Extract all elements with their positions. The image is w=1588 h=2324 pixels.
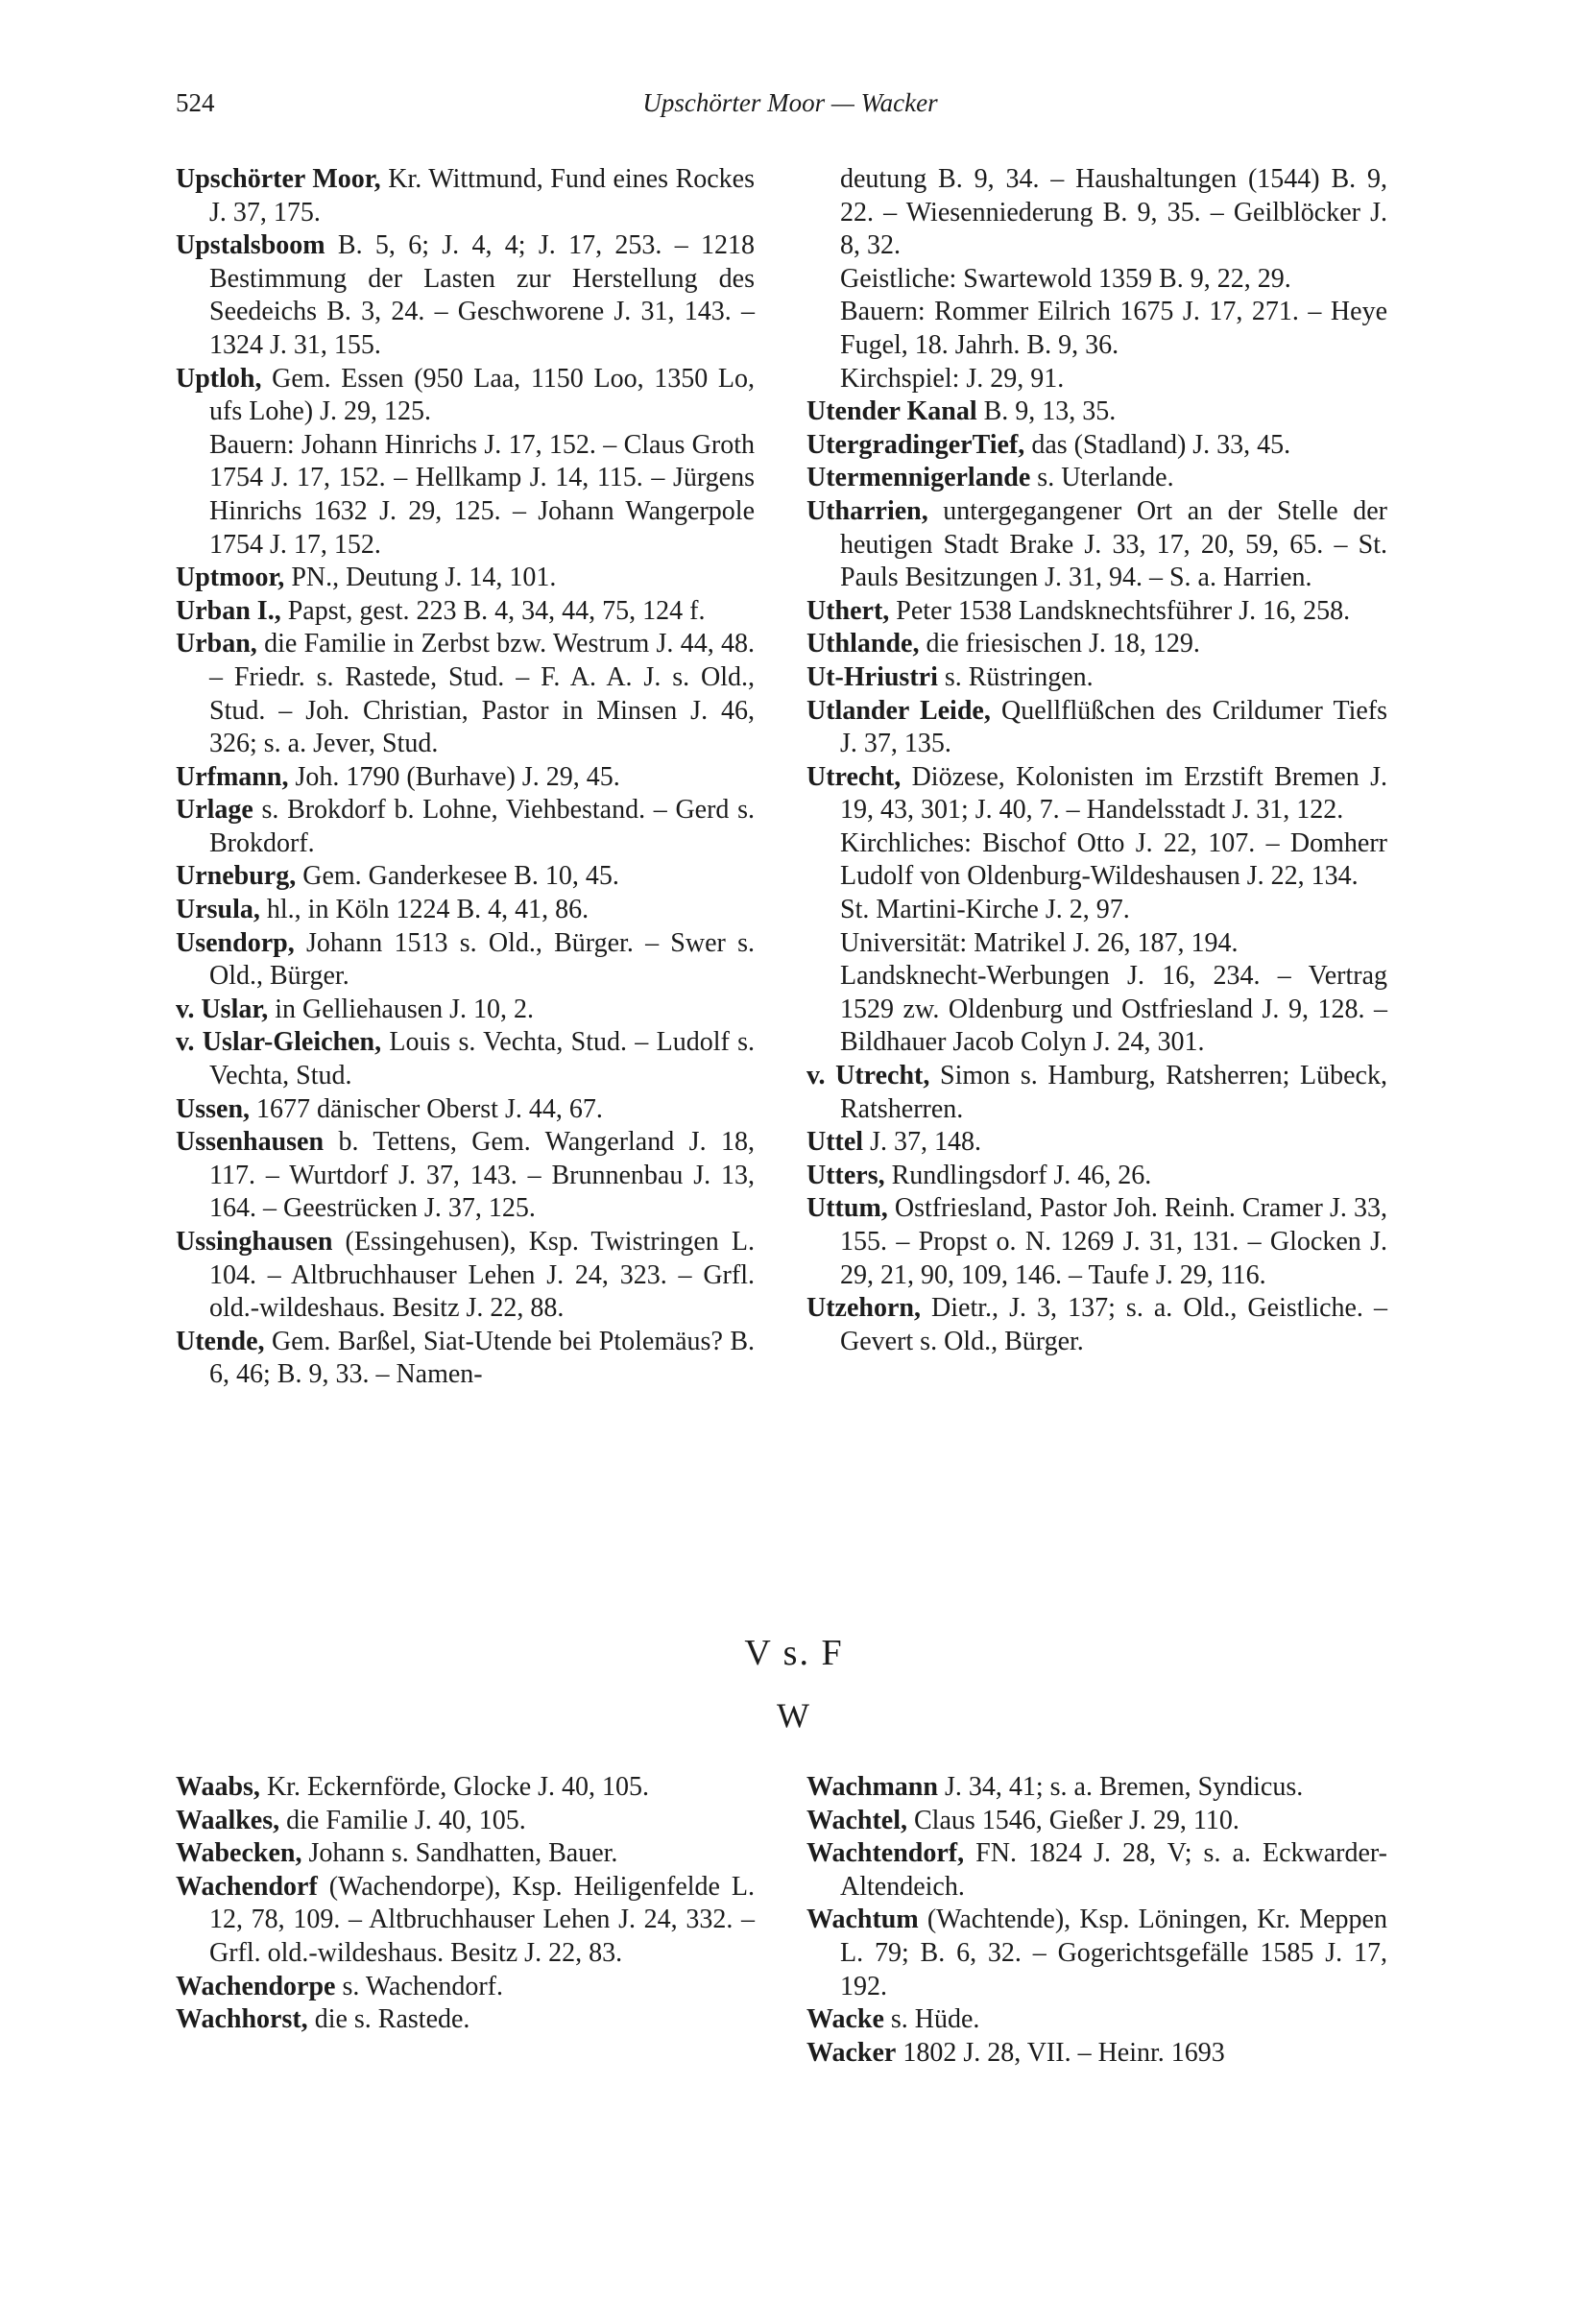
entry-keyword: Wacker <box>806 2037 897 2068</box>
entry-text: s. Rüstringen. <box>937 661 1094 692</box>
entry-text: Dietr., J. 3, 137; s. a. Old., Geistliche. – Gevert s. Old., Bürger. <box>840 1293 1387 1356</box>
section-heading-w: W <box>777 1696 811 1735</box>
entry-keyword: Ussinghausen <box>176 1227 333 1257</box>
entry-text: b. Tettens, Gem. Wangerland J. 18, 117. – Wurtdorf J. 37, 143. – Brunnenbau J. 13, 164. – Geestrücken J. 37, 125. <box>209 1127 755 1224</box>
entry-text: Claus 1546, Gießer J. 29, 110. <box>907 1805 1239 1835</box>
entry-text: Gem. Ganderkesee B. 10, 45. <box>296 861 619 892</box>
entry-text: Papst, gest. 223 B. 4, 34, 44, 75, 124 f. <box>280 595 706 626</box>
index-entry <box>806 2003 1387 2037</box>
entry-text: die s. Rastede. <box>307 2004 470 2035</box>
entry-text: s. Hüde. <box>883 2004 980 2035</box>
index-entry <box>806 1060 1387 1126</box>
right-column-top <box>806 163 1387 1358</box>
index-entry <box>806 462 1387 495</box>
page-number: 524 <box>176 88 215 117</box>
entry-keyword: Utermennigerlande <box>806 463 1031 493</box>
entry-text: Simon s. Hamburg, Ratsherren; Lübeck, Ratsherren. <box>840 1061 1387 1124</box>
entry-keyword: Upschörter Moor, <box>176 164 381 194</box>
index-subentry: deutung B. 9, 34. – Haushaltungen (1544) B. 9, 22. – Wiesenniederung B. 9, 35. – Geilblöcker J. 8, 32. <box>840 164 1387 261</box>
right-column-bottom <box>806 1771 1387 2070</box>
entry-keyword: Urban, <box>176 629 257 659</box>
index-entry <box>806 429 1387 463</box>
index-entry <box>806 695 1387 761</box>
entry-text: Joh. 1790 (Burhave) J. 29, 45. <box>288 761 620 792</box>
entry-keyword: Urfmann, <box>176 761 289 792</box>
index-entry <box>806 628 1387 661</box>
index-entry <box>176 595 755 629</box>
entry-keyword: Wachtum <box>806 1905 919 1935</box>
index-entry <box>806 2037 1387 2071</box>
entry-keyword: Utzehorn, <box>806 1293 921 1324</box>
index-entry <box>176 1837 755 1871</box>
index-entry <box>806 761 1387 827</box>
entry-keyword: Uptloh, <box>176 363 262 394</box>
index-entry <box>806 495 1387 595</box>
entry-text: Johann s. Sandhatten, Bauer. <box>301 1838 618 1869</box>
entry-keyword: Wachmann <box>806 1772 938 1802</box>
index-entry <box>176 1971 755 2004</box>
entry-keyword: Waalkes, <box>176 1805 280 1835</box>
entry-text: Rundlingsdorf J. 46, 26. <box>884 1160 1152 1190</box>
entry-keyword: Utharrien, <box>806 495 928 526</box>
entry-keyword: Uthert, <box>806 595 890 626</box>
left-column-bottom <box>176 1771 755 2037</box>
entry-keyword: Uttum, <box>806 1193 888 1224</box>
entry-keyword: Urlage <box>176 795 253 826</box>
entry-keyword: v. Uslar, <box>176 994 269 1024</box>
entry-text: 1802 J. 28, VII. – Heinr. 1693 <box>896 2037 1225 2068</box>
entry-text: FN. 1824 J. 28, V; s. a. Eckwarder-Altendeich. <box>840 1838 1387 1902</box>
entry-keyword: Utters, <box>806 1160 885 1190</box>
entry-text: s. Brokdorf b. Lohne, Viehbestand. – Gerd s. Brokdorf. <box>209 795 755 858</box>
index-subentry: Bauern: Rommer Eilrich 1675 J. 17, 271. – Heye Fugel, 18. Jahrh. B. 9, 36. <box>840 297 1387 360</box>
index-entry <box>176 1326 755 1392</box>
entry-text: Kr. Wittmund, Fund eines Rockes J. 37, 175. <box>209 164 755 228</box>
index-entry <box>176 1026 755 1092</box>
page-header <box>176 88 1405 127</box>
entry-keyword: Utender Kanal <box>806 396 977 427</box>
entry-text: 1677 dänischer Oberst J. 44, 67. <box>250 1093 603 1124</box>
entry-text: untergegangener Ort an der Stelle der heutigen Stadt Brake J. 33, 17, 20, 59, 65. – St. Pauls Besitzungen J. 31, 94. – S. a. Harrien. <box>840 495 1387 593</box>
index-subentry: Geistliche: Swartewold 1359 B. 9, 22, 29. <box>840 263 1291 294</box>
entry-text: Louis s. Vechta, Stud. – Ludolf s. Vechta, Stud. <box>209 1027 755 1091</box>
index-entry <box>806 1192 1387 1292</box>
entry-keyword: Utrecht, <box>806 761 902 792</box>
entry-keyword: Urban I., <box>176 595 281 626</box>
entry-keyword: Upstalsboom <box>176 230 325 261</box>
index-entry <box>176 1093 755 1127</box>
entry-text: Peter 1538 Landsknechtsführer J. 16, 258. <box>889 595 1351 626</box>
index-entry <box>176 229 755 362</box>
index-entry <box>806 1771 1387 1805</box>
entry-text: s. Wachendorf. <box>335 1971 503 2001</box>
index-entry <box>176 761 755 795</box>
index-subentry: Kirchliches: Bischof Otto J. 22, 107. – Domherr Ludolf von Oldenburg-Wildeshausen J. 22, 134. <box>840 827 1387 892</box>
index-entry <box>176 894 755 927</box>
index-entry <box>176 163 755 229</box>
entry-text: Gem. Essen (950 Laa, 1150 Loo, 1350 Lo, ufs Lohe) J. 29, 125. <box>209 363 755 427</box>
entry-text: (Wachendorpe), Ksp. Heiligenfelde L. 12, 78, 109. – Altbruchhauser Lehen J. 24, 332. – Grfl. old.-wildeshaus. Besitz J. 22, 83. <box>209 1871 755 1968</box>
index-entry <box>806 1126 1387 1160</box>
entry-text: Gem. Barßel, Siat-Utende bei Ptolemäus? B. 6, 46; B. 9, 33. – Namen- <box>209 1326 755 1390</box>
entry-text: J. 37, 148. <box>863 1127 981 1158</box>
entry-text: B. 9, 13, 35. <box>976 396 1117 427</box>
index-entry <box>176 2003 755 2037</box>
index-subentry: St. Martini-Kirche J. 2, 97. <box>840 895 1130 925</box>
entry-text: Ostfriesland, Pastor Joh. Reinh. Cramer J. 33, 155. – Propst o. N. 1269 J. 31, 131. – Glocken J. 29, 21, 90, 109, 146. – Taufe J. 29, 116. <box>840 1193 1387 1290</box>
entry-keyword: Usendorp, <box>176 927 295 958</box>
entry-text: Kr. Eckernförde, Glocke J. 40, 105. <box>259 1772 650 1802</box>
index-entry <box>176 1771 755 1805</box>
entry-text: Johann 1513 s. Old., Bürger. – Swer s. Old., Bürger. <box>209 927 755 992</box>
entry-text: J. 34, 41; s. a. Bremen, Syndicus. <box>937 1772 1304 1802</box>
entry-keyword: Ursula, <box>176 895 260 925</box>
entry-text: s. Uterlande. <box>1030 463 1174 493</box>
index-entry <box>806 595 1387 629</box>
running-title: Upschörter Moor — Wacker <box>642 88 938 117</box>
index-entry <box>806 395 1387 429</box>
index-entry <box>176 628 755 760</box>
left-column-top <box>176 163 755 1392</box>
index-subentry: Kirchspiel: J. 29, 91. <box>840 363 1065 394</box>
index-entry <box>806 1837 1387 1904</box>
index-entry <box>806 1904 1387 2003</box>
entry-keyword: UtergradingerTief, <box>806 429 1025 460</box>
entry-keyword: Wachendorpe <box>176 1971 336 2001</box>
entry-keyword: Ussenhausen <box>176 1127 325 1158</box>
index-entry <box>176 860 755 894</box>
entry-text: B. 5, 6; J. 4, 4; J. 17, 253. – 1218 Bestimmung der Lasten zur Herstellung des Seedeichs B. 3, 24. – Geschworene J. 31, 143. – 1324 J. 31, 155. <box>209 230 755 360</box>
index-entry <box>176 1805 755 1838</box>
entry-keyword: Uthlande, <box>806 629 920 659</box>
index-entry <box>176 1126 755 1226</box>
entry-keyword: v. Utrecht, <box>806 1061 930 1091</box>
entry-text: (Essingehusen), Ksp. Twistringen L. 104. – Altbruchhauser Lehen J. 24, 323. – Grfl. old.-wildeshaus. Besitz J. 22, 88. <box>209 1227 755 1324</box>
entry-keyword: Urneburg, <box>176 861 297 892</box>
entry-keyword: Uttel <box>806 1127 864 1158</box>
index-entry <box>806 1805 1387 1838</box>
index-subentry: Universität: Matrikel J. 26, 187, 194. <box>840 927 1239 958</box>
index-entry <box>806 661 1387 695</box>
entry-text: die Familie in Zerbst bzw. Westrum J. 44, 48. – Friedr. s. Rastede, Stud. – F. A. A. J. s. Old., Stud. – Joh. Christian, Pastor in Minsen J. 46, 326; s. a. Jever, Stud. <box>209 629 755 759</box>
entry-keyword: Utlander Leide, <box>806 695 991 726</box>
entry-text: die Familie J. 40, 105. <box>279 1805 526 1835</box>
entry-text: PN., Deutung J. 14, 101. <box>284 563 557 593</box>
entry-text: Quellflüßchen des Crildumer Tiefs J. 37, 135. <box>840 695 1388 759</box>
index-entry <box>176 562 755 595</box>
index-entry <box>176 794 755 860</box>
entry-keyword: Ut-Hriustri <box>806 661 938 692</box>
entry-keyword: Wacke <box>806 2004 884 2035</box>
entry-keyword: Ussen, <box>176 1093 251 1124</box>
index-entry <box>176 1226 755 1326</box>
index-entry <box>806 1292 1387 1358</box>
entry-text: (Wachtende), Ksp. Löningen, Kr. Meppen L. 79; B. 6, 32. – Gogerichtsgefälle 1585 J. 17, 192. <box>840 1905 1387 2001</box>
index-subentry: Landsknecht-Werbungen J. 16, 234. – Vertrag 1529 zw. Oldenburg und Ostfriesland J. 9, 128. – Bildhauer Jacob Colyn J. 24, 301. <box>840 961 1387 1058</box>
entry-keyword: Utende, <box>176 1326 265 1356</box>
entry-keyword: Waabs, <box>176 1772 260 1802</box>
entry-text: in Gelliehausen J. 10, 2. <box>268 994 535 1024</box>
entry-keyword: v. Uslar-Gleichen, <box>176 1027 382 1058</box>
index-entry <box>176 994 755 1027</box>
index-entry <box>176 927 755 994</box>
index-entry <box>176 363 755 429</box>
entry-text: das (Stadland) J. 33, 45. <box>1024 429 1291 460</box>
entry-text: Diözese, Kolonisten im Erzstift Bremen J. 19, 43, 301; J. 40, 7. – Handelsstadt J. 31, 122. <box>840 761 1387 826</box>
entry-keyword: Wachtel, <box>806 1805 907 1835</box>
entry-text: hl., in Köln 1224 B. 4, 41, 86. <box>259 895 589 925</box>
entry-keyword: Wabecken, <box>176 1838 302 1869</box>
entry-keyword: Wachendorf <box>176 1871 318 1902</box>
index-subentry: Bauern: Johann Hinrichs J. 17, 152. – Claus Groth 1754 J. 17, 152. – Hellkamp J. 14, 115. – Jürgens Hinrichs 1632 J. 29, 125. – Johann Wangerpole 1754 J. 17, 152. <box>209 429 755 560</box>
entry-text: die friesischen J. 18, 129. <box>919 629 1200 659</box>
index-entry <box>176 1871 755 1971</box>
entry-keyword: Wachtendorf, <box>806 1838 965 1869</box>
entry-keyword: Wachhorst, <box>176 2004 308 2035</box>
section-heading-v: V s. F <box>744 1633 844 1673</box>
entry-keyword: Uptmoor, <box>176 563 285 593</box>
index-entry <box>806 1160 1387 1193</box>
